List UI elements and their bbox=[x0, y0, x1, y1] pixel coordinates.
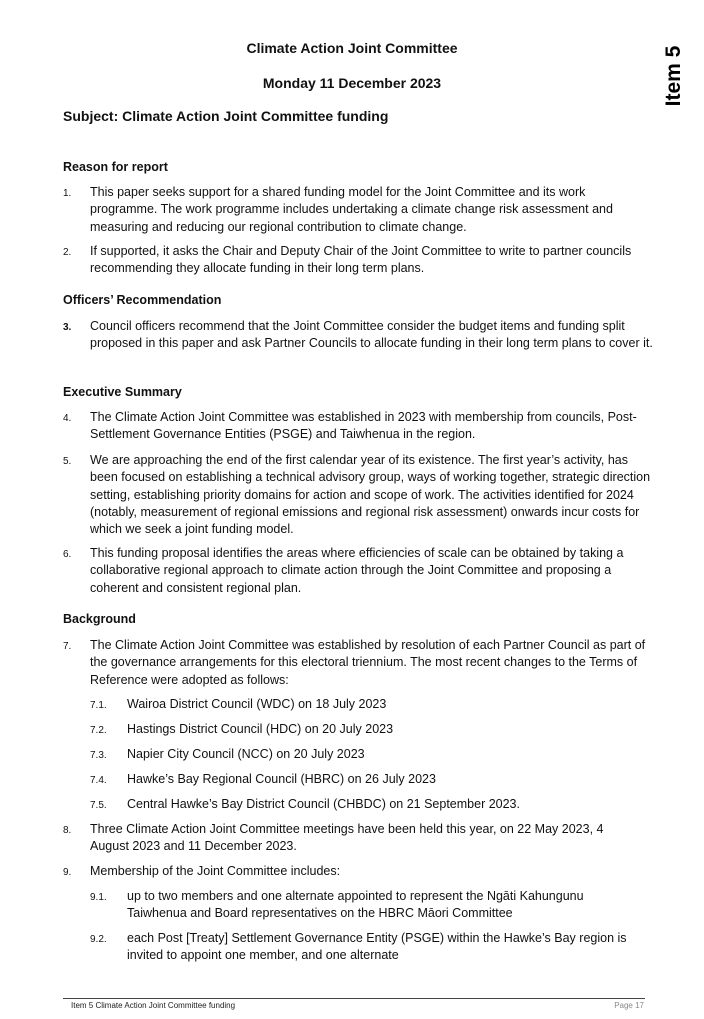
footer-divider bbox=[63, 998, 645, 999]
paragraph-number: 9. bbox=[63, 867, 72, 878]
paragraph-2 bbox=[63, 243, 653, 278]
paragraph-number: 5. bbox=[63, 456, 72, 467]
subparagraph-text: Hastings District Council (HDC) on 20 July 2023 bbox=[127, 722, 394, 736]
heading-background: Background bbox=[63, 612, 136, 626]
subparagraph-number: 7.4. bbox=[90, 775, 107, 786]
subparagraph-number: 7.2. bbox=[90, 725, 107, 736]
subparagraph-9-1 bbox=[90, 888, 640, 923]
subparagraph-text: Hawke’s Bay Regional Council (HBRC) on 26 July 2023 bbox=[127, 772, 436, 786]
subparagraph-9-2 bbox=[90, 930, 650, 965]
item-tab-label: Item 5 bbox=[662, 45, 685, 107]
paragraph-number: 6. bbox=[63, 549, 72, 560]
paragraph-number: 4. bbox=[63, 413, 72, 424]
paragraph-text: Membership of the Joint Committee includes: bbox=[90, 864, 341, 878]
paragraph-text: Three Climate Action Joint Committee meetings have been held this year, on 22 May 2023, 4 August 2023 and 11 December 2023. bbox=[90, 822, 604, 854]
paragraph-8 bbox=[63, 821, 623, 856]
subparagraph-number: 7.1. bbox=[90, 700, 107, 711]
subparagraph-7-5 bbox=[90, 796, 650, 813]
paragraph-number: 2. bbox=[63, 247, 72, 258]
subparagraph-7-2 bbox=[90, 721, 650, 738]
subparagraph-text: Wairoa District Council (WDC) on 18 July 2023 bbox=[127, 697, 387, 711]
footer-title: Item 5 Climate Action Joint Committee funding bbox=[71, 1001, 236, 1010]
meeting-date: Monday 11 December 2023 bbox=[262, 75, 442, 91]
paragraph-6 bbox=[63, 545, 653, 597]
subparagraph-number: 9.2. bbox=[90, 934, 107, 945]
subparagraph-7-1 bbox=[90, 696, 650, 713]
paragraph-4 bbox=[63, 409, 653, 444]
paragraph-text: The Climate Action Joint Committee was established in 2023 with membership from councils, Post-Settlement Governance Entities (PSGE) and Taiwhenua in the region. bbox=[90, 410, 637, 442]
subject-line: Subject: Climate Action Joint Committee funding bbox=[63, 108, 389, 124]
paragraph-5 bbox=[63, 452, 653, 538]
heading-recommendation: Officers’ Recommendation bbox=[63, 293, 222, 307]
subparagraph-text: Central Hawke’s Bay District Council (CHBDC) on 21 September 2023. bbox=[127, 797, 520, 811]
paragraph-1 bbox=[63, 184, 653, 236]
heading-reason: Reason for report bbox=[63, 160, 168, 174]
subparagraph-text: each Post [Treaty] Settlement Governance Entity (PSGE) within the Hawke’s Bay region is invited to appoint one member, and one alternate bbox=[127, 931, 627, 963]
paragraph-text: We are approaching the end of the first calendar year of its existence. The first year’s activity, has been focused on establishing a technical advisory group, ways of working together, strategic direction setting, establishing priority domains for action and scope of work. The activities identified for 2024 (notably, measurement of regional emissions and regional risk assessment) onwards incur costs for which we seek a joint funding model. bbox=[90, 453, 651, 537]
subparagraph-7-4 bbox=[90, 771, 650, 788]
paragraph-3 bbox=[63, 318, 653, 353]
subparagraph-number: 7.3. bbox=[90, 750, 107, 761]
paragraph-text: This paper seeks support for a shared funding model for the Joint Committee and its work programme. The work programme includes undertaking a climate change risk assessment and measuring and reducing our regional contribution to climate change. bbox=[90, 185, 613, 234]
paragraph-text: If supported, it asks the Chair and Deputy Chair of the Joint Committee to write to partner councils recommending they allocate funding in their long term plans. bbox=[90, 244, 632, 276]
subparagraph-number: 9.1. bbox=[90, 892, 107, 903]
page-number: Page 17 bbox=[614, 1001, 644, 1010]
subparagraph-number: 7.5. bbox=[90, 800, 107, 811]
heading-executive-summary: Executive Summary bbox=[63, 385, 182, 399]
paragraph-number: 3. bbox=[63, 322, 72, 333]
paragraph-number: 7. bbox=[63, 641, 72, 652]
paragraph-text: This funding proposal identifies the areas where efficiencies of scale can be obtained by taking a collaborative regional approach to climate action through the Joint Committee and proposing a coherent and consistent regional plan. bbox=[90, 546, 624, 595]
paragraph-7 bbox=[63, 637, 653, 689]
subparagraph-text: up to two members and one alternate appointed to represent the Ngāti Kahungunu Taiwhenua and Board representatives on the HBRC Māori Committee bbox=[127, 889, 584, 921]
subparagraph-text: Napier City Council (NCC) on 20 July 2023 bbox=[127, 747, 365, 761]
paragraph-number: 1. bbox=[63, 188, 72, 199]
committee-title: Climate Action Joint Committee bbox=[246, 40, 458, 56]
paragraph-number: 8. bbox=[63, 825, 72, 836]
paragraph-9 bbox=[63, 863, 653, 880]
paragraph-text: The Climate Action Joint Committee was established by resolution of each Partner Council as part of the governance arrangements for this electoral triennium. The most recent changes to the Terms of Reference were adopted as follows: bbox=[90, 638, 646, 687]
subparagraph-7-3 bbox=[90, 746, 650, 763]
paragraph-text: Council officers recommend that the Joint Committee consider the budget items and funding split proposed in this paper and ask Partner Councils to allocate funding in their long term plans to cover it. bbox=[90, 319, 653, 351]
